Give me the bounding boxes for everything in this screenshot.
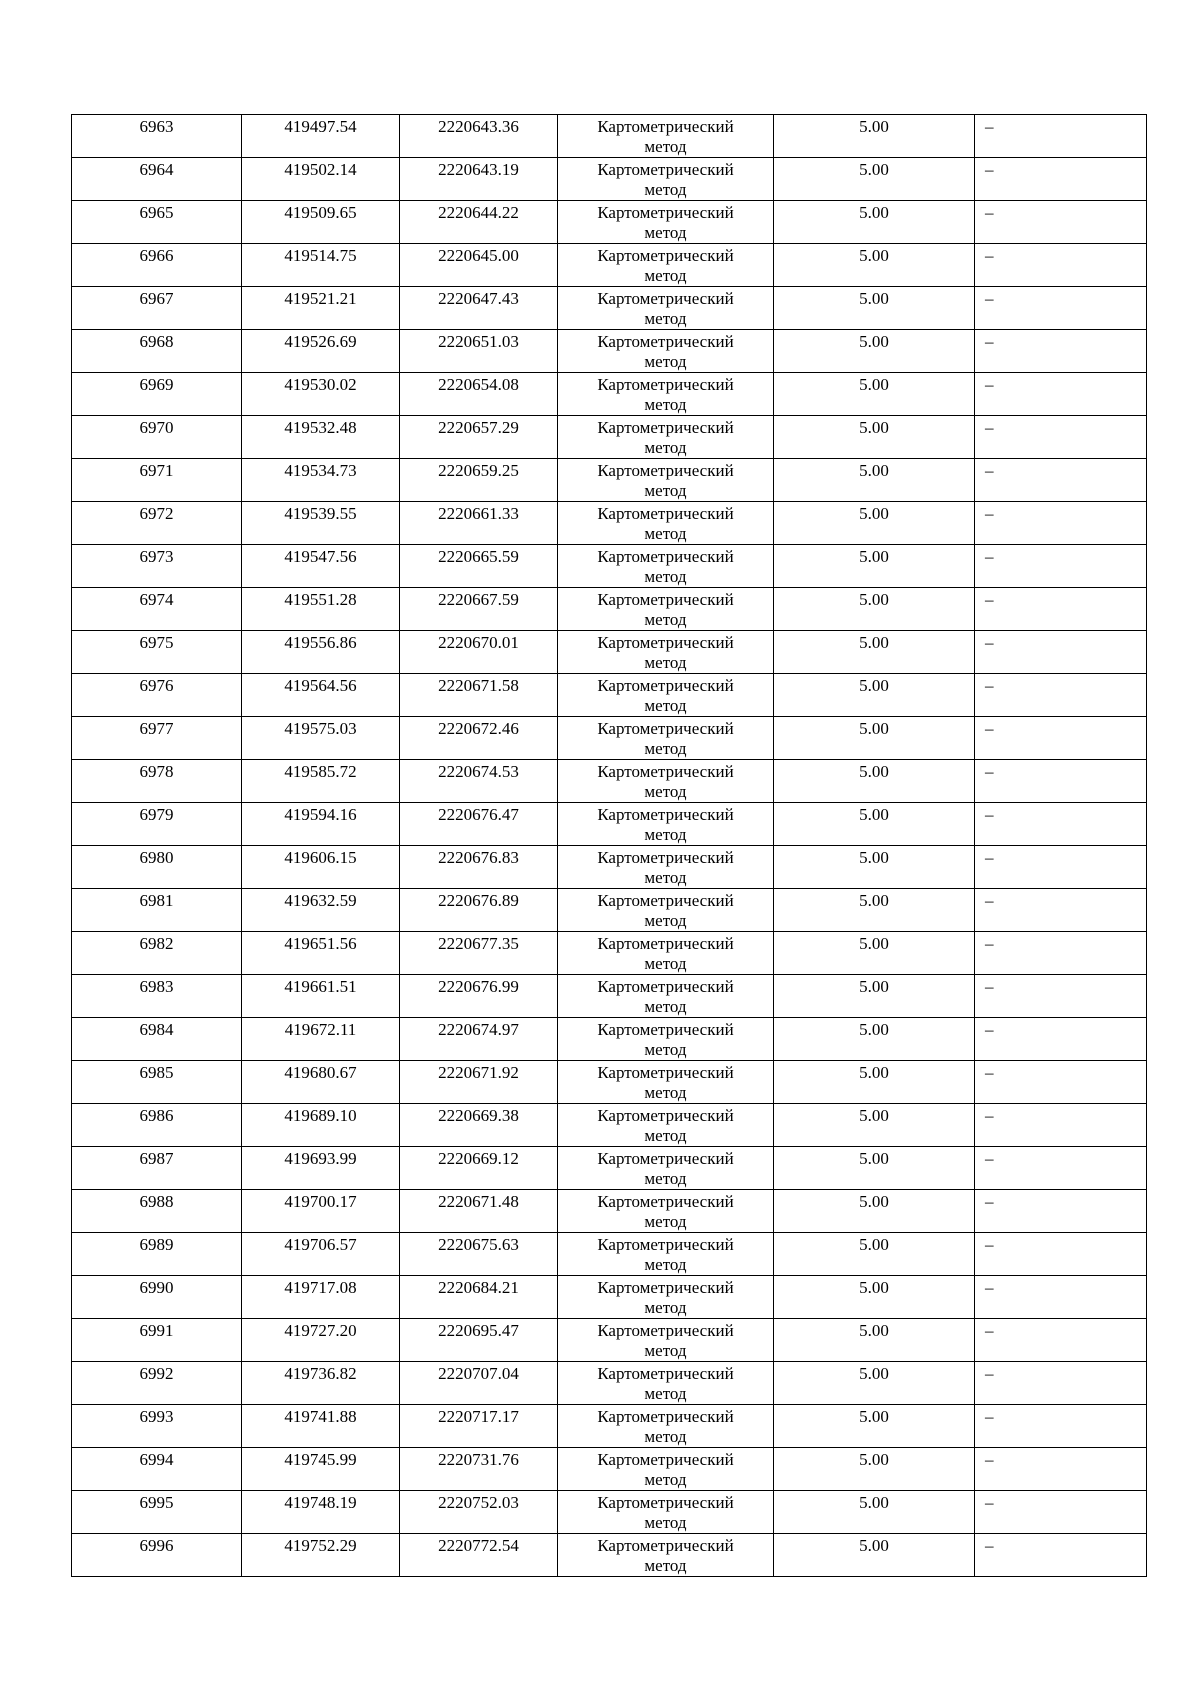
accuracy-cell: 5.00 — [774, 1534, 975, 1577]
point-number-cell: 6992 — [72, 1362, 242, 1405]
point-number-cell: 6970 — [72, 416, 242, 459]
table-row — [72, 1018, 1147, 1061]
accuracy-cell: 5.00 — [774, 545, 975, 588]
method-text: Картометрический метод — [597, 332, 734, 371]
accuracy-cell: 5.00 — [774, 1190, 975, 1233]
point-number-cell: 6985 — [72, 1061, 242, 1104]
y-coordinate-cell: 2220654.08 — [400, 373, 558, 416]
point-number-cell: 6989 — [72, 1233, 242, 1276]
y-coordinate-cell: 2220675.63 — [400, 1233, 558, 1276]
table-row — [72, 631, 1147, 674]
table-row — [72, 545, 1147, 588]
accuracy-cell: 5.00 — [774, 631, 975, 674]
method-cell — [558, 889, 774, 932]
y-coordinate-cell: 2220644.22 — [400, 201, 558, 244]
point-number-cell: 6969 — [72, 373, 242, 416]
method-text: Картометрический метод — [597, 375, 734, 414]
x-coordinate-cell: 419547.56 — [242, 545, 400, 588]
y-coordinate-cell: 2220752.03 — [400, 1491, 558, 1534]
note-cell: – — [975, 1491, 1147, 1534]
method-text: Картометрический метод — [597, 246, 734, 285]
method-text: Картометрический метод — [597, 547, 734, 586]
y-coordinate-cell: 2220674.97 — [400, 1018, 558, 1061]
note-cell: – — [975, 244, 1147, 287]
note-cell: – — [975, 330, 1147, 373]
accuracy-cell: 5.00 — [774, 1104, 975, 1147]
note-cell: – — [975, 416, 1147, 459]
method-text: Картометрический метод — [597, 891, 734, 930]
y-coordinate-cell: 2220684.21 — [400, 1276, 558, 1319]
y-coordinate-cell: 2220657.29 — [400, 416, 558, 459]
table-row — [72, 1405, 1147, 1448]
method-cell — [558, 1448, 774, 1491]
x-coordinate-cell: 419661.51 — [242, 975, 400, 1018]
x-coordinate-cell: 419575.03 — [242, 717, 400, 760]
note-cell: – — [975, 115, 1147, 158]
point-number-cell: 6993 — [72, 1405, 242, 1448]
note-cell: – — [975, 1104, 1147, 1147]
table-row — [72, 717, 1147, 760]
method-text: Картометрический метод — [597, 1364, 734, 1403]
method-text: Картометрический метод — [597, 1192, 734, 1231]
y-coordinate-cell: 2220707.04 — [400, 1362, 558, 1405]
accuracy-cell: 5.00 — [774, 932, 975, 975]
y-coordinate-cell: 2220674.53 — [400, 760, 558, 803]
table-row — [72, 373, 1147, 416]
method-cell — [558, 502, 774, 545]
point-number-cell: 6979 — [72, 803, 242, 846]
method-text: Картометрический метод — [597, 1063, 734, 1102]
method-cell — [558, 373, 774, 416]
table-row — [72, 1534, 1147, 1577]
method-text: Картометрический метод — [597, 719, 734, 758]
y-coordinate-cell: 2220670.01 — [400, 631, 558, 674]
point-number-cell: 6975 — [72, 631, 242, 674]
y-coordinate-cell: 2220672.46 — [400, 717, 558, 760]
note-cell: – — [975, 975, 1147, 1018]
accuracy-cell: 5.00 — [774, 1147, 975, 1190]
method-cell — [558, 158, 774, 201]
accuracy-cell: 5.00 — [774, 287, 975, 330]
note-cell: – — [975, 545, 1147, 588]
method-cell — [558, 1534, 774, 1577]
method-cell — [558, 760, 774, 803]
note-cell: – — [975, 1061, 1147, 1104]
table-row — [72, 889, 1147, 932]
method-text: Картометрический метод — [597, 805, 734, 844]
method-text: Картометрический метод — [597, 590, 734, 629]
table-row — [72, 1104, 1147, 1147]
y-coordinate-cell: 2220669.38 — [400, 1104, 558, 1147]
table-row — [72, 158, 1147, 201]
x-coordinate-cell: 419632.59 — [242, 889, 400, 932]
note-cell: – — [975, 588, 1147, 631]
y-coordinate-cell: 2220669.12 — [400, 1147, 558, 1190]
note-cell: – — [975, 287, 1147, 330]
method-text: Картометрический метод — [597, 504, 734, 543]
y-coordinate-cell: 2220665.59 — [400, 545, 558, 588]
accuracy-cell: 5.00 — [774, 158, 975, 201]
coordinates-table-body — [72, 115, 1147, 1577]
accuracy-cell: 5.00 — [774, 975, 975, 1018]
note-cell: – — [975, 1448, 1147, 1491]
y-coordinate-cell: 2220671.58 — [400, 674, 558, 717]
method-cell — [558, 1190, 774, 1233]
method-cell — [558, 674, 774, 717]
method-text: Картометрический метод — [597, 1321, 734, 1360]
x-coordinate-cell: 419594.16 — [242, 803, 400, 846]
accuracy-cell: 5.00 — [774, 846, 975, 889]
point-number-cell: 6963 — [72, 115, 242, 158]
method-text: Картометрический метод — [597, 977, 734, 1016]
x-coordinate-cell: 419717.08 — [242, 1276, 400, 1319]
point-number-cell: 6984 — [72, 1018, 242, 1061]
method-cell — [558, 1276, 774, 1319]
x-coordinate-cell: 419700.17 — [242, 1190, 400, 1233]
x-coordinate-cell: 419706.57 — [242, 1233, 400, 1276]
point-number-cell: 6980 — [72, 846, 242, 889]
note-cell: – — [975, 1018, 1147, 1061]
note-cell: – — [975, 1362, 1147, 1405]
y-coordinate-cell: 2220772.54 — [400, 1534, 558, 1577]
x-coordinate-cell: 419497.54 — [242, 115, 400, 158]
method-cell — [558, 115, 774, 158]
method-text: Картометрический метод — [597, 1106, 734, 1145]
coordinates-table — [71, 114, 1147, 1577]
method-text: Картометрический метод — [597, 1493, 734, 1532]
method-cell — [558, 932, 774, 975]
table-row — [72, 803, 1147, 846]
method-cell — [558, 244, 774, 287]
note-cell: – — [975, 502, 1147, 545]
table-row — [72, 115, 1147, 158]
point-number-cell: 6974 — [72, 588, 242, 631]
table-row — [72, 1190, 1147, 1233]
method-text: Картометрический метод — [597, 203, 734, 242]
x-coordinate-cell: 419526.69 — [242, 330, 400, 373]
y-coordinate-cell: 2220695.47 — [400, 1319, 558, 1362]
x-coordinate-cell: 419727.20 — [242, 1319, 400, 1362]
y-coordinate-cell: 2220659.25 — [400, 459, 558, 502]
method-cell — [558, 287, 774, 330]
point-number-cell: 6978 — [72, 760, 242, 803]
point-number-cell: 6994 — [72, 1448, 242, 1491]
y-coordinate-cell: 2220676.89 — [400, 889, 558, 932]
accuracy-cell: 5.00 — [774, 416, 975, 459]
x-coordinate-cell: 419745.99 — [242, 1448, 400, 1491]
accuracy-cell: 5.00 — [774, 1276, 975, 1319]
y-coordinate-cell: 2220671.92 — [400, 1061, 558, 1104]
point-number-cell: 6983 — [72, 975, 242, 1018]
table-row — [72, 416, 1147, 459]
point-number-cell: 6967 — [72, 287, 242, 330]
table-row — [72, 674, 1147, 717]
note-cell: – — [975, 717, 1147, 760]
method-text: Картометрический метод — [597, 934, 734, 973]
accuracy-cell: 5.00 — [774, 1018, 975, 1061]
x-coordinate-cell: 419689.10 — [242, 1104, 400, 1147]
x-coordinate-cell: 419672.11 — [242, 1018, 400, 1061]
accuracy-cell: 5.00 — [774, 588, 975, 631]
method-cell — [558, 846, 774, 889]
accuracy-cell: 5.00 — [774, 1448, 975, 1491]
table-row — [72, 1362, 1147, 1405]
method-text: Картометрический метод — [597, 762, 734, 801]
point-number-cell: 6976 — [72, 674, 242, 717]
point-number-cell: 6977 — [72, 717, 242, 760]
note-cell: – — [975, 1405, 1147, 1448]
method-cell — [558, 1018, 774, 1061]
y-coordinate-cell: 2220671.48 — [400, 1190, 558, 1233]
accuracy-cell: 5.00 — [774, 889, 975, 932]
table-row — [72, 846, 1147, 889]
x-coordinate-cell: 419736.82 — [242, 1362, 400, 1405]
x-coordinate-cell: 419693.99 — [242, 1147, 400, 1190]
method-cell — [558, 1147, 774, 1190]
y-coordinate-cell: 2220647.43 — [400, 287, 558, 330]
accuracy-cell: 5.00 — [774, 1405, 975, 1448]
method-text: Картометрический метод — [597, 1536, 734, 1575]
x-coordinate-cell: 419748.19 — [242, 1491, 400, 1534]
table-row — [72, 1061, 1147, 1104]
point-number-cell: 6968 — [72, 330, 242, 373]
note-cell: – — [975, 1276, 1147, 1319]
x-coordinate-cell: 419521.21 — [242, 287, 400, 330]
note-cell: – — [975, 889, 1147, 932]
note-cell: – — [975, 158, 1147, 201]
accuracy-cell: 5.00 — [774, 803, 975, 846]
point-number-cell: 6973 — [72, 545, 242, 588]
point-number-cell: 6966 — [72, 244, 242, 287]
note-cell: – — [975, 373, 1147, 416]
method-text: Картометрический метод — [597, 1020, 734, 1059]
method-cell — [558, 1233, 774, 1276]
accuracy-cell: 5.00 — [774, 502, 975, 545]
point-number-cell: 6972 — [72, 502, 242, 545]
x-coordinate-cell: 419651.56 — [242, 932, 400, 975]
method-cell — [558, 201, 774, 244]
method-text: Картометрический метод — [597, 160, 734, 199]
y-coordinate-cell: 2220717.17 — [400, 1405, 558, 1448]
note-cell: – — [975, 674, 1147, 717]
accuracy-cell: 5.00 — [774, 330, 975, 373]
y-coordinate-cell: 2220731.76 — [400, 1448, 558, 1491]
method-cell — [558, 1061, 774, 1104]
method-text: Картометрический метод — [597, 117, 734, 156]
y-coordinate-cell: 2220661.33 — [400, 502, 558, 545]
note-cell: – — [975, 631, 1147, 674]
method-text: Картометрический метод — [597, 1450, 734, 1489]
y-coordinate-cell: 2220676.99 — [400, 975, 558, 1018]
accuracy-cell: 5.00 — [774, 244, 975, 287]
method-text: Картометрический метод — [597, 1407, 734, 1446]
y-coordinate-cell: 2220667.59 — [400, 588, 558, 631]
x-coordinate-cell: 419514.75 — [242, 244, 400, 287]
point-number-cell: 6965 — [72, 201, 242, 244]
accuracy-cell: 5.00 — [774, 1319, 975, 1362]
table-row — [72, 1233, 1147, 1276]
point-number-cell: 6986 — [72, 1104, 242, 1147]
table-row — [72, 932, 1147, 975]
table-row — [72, 1276, 1147, 1319]
point-number-cell: 6987 — [72, 1147, 242, 1190]
accuracy-cell: 5.00 — [774, 717, 975, 760]
point-number-cell: 6995 — [72, 1491, 242, 1534]
point-number-cell: 6996 — [72, 1534, 242, 1577]
method-text: Картометрический метод — [597, 633, 734, 672]
table-row — [72, 1448, 1147, 1491]
y-coordinate-cell: 2220677.35 — [400, 932, 558, 975]
method-cell — [558, 588, 774, 631]
note-cell: – — [975, 932, 1147, 975]
point-number-cell: 6990 — [72, 1276, 242, 1319]
point-number-cell: 6988 — [72, 1190, 242, 1233]
accuracy-cell: 5.00 — [774, 760, 975, 803]
method-cell — [558, 459, 774, 502]
note-cell: – — [975, 846, 1147, 889]
accuracy-cell: 5.00 — [774, 1362, 975, 1405]
x-coordinate-cell: 419680.67 — [242, 1061, 400, 1104]
table-row — [72, 1491, 1147, 1534]
point-number-cell: 6964 — [72, 158, 242, 201]
x-coordinate-cell: 419502.14 — [242, 158, 400, 201]
method-cell — [558, 631, 774, 674]
x-coordinate-cell: 419585.72 — [242, 760, 400, 803]
y-coordinate-cell: 2220676.47 — [400, 803, 558, 846]
x-coordinate-cell: 419532.48 — [242, 416, 400, 459]
x-coordinate-cell: 419509.65 — [242, 201, 400, 244]
method-cell — [558, 1319, 774, 1362]
method-cell — [558, 416, 774, 459]
x-coordinate-cell: 419534.73 — [242, 459, 400, 502]
point-number-cell: 6981 — [72, 889, 242, 932]
method-cell — [558, 1104, 774, 1147]
x-coordinate-cell: 419551.28 — [242, 588, 400, 631]
method-text: Картометрический метод — [597, 1235, 734, 1274]
method-cell — [558, 1362, 774, 1405]
table-row — [72, 760, 1147, 803]
method-text: Картометрический метод — [597, 418, 734, 457]
method-text: Картометрический метод — [597, 1149, 734, 1188]
accuracy-cell: 5.00 — [774, 1233, 975, 1276]
table-row — [72, 1147, 1147, 1190]
note-cell: – — [975, 1190, 1147, 1233]
point-number-cell: 6982 — [72, 932, 242, 975]
accuracy-cell: 5.00 — [774, 201, 975, 244]
accuracy-cell: 5.00 — [774, 373, 975, 416]
method-text: Картометрический метод — [597, 1278, 734, 1317]
note-cell: – — [975, 1319, 1147, 1362]
table-row — [72, 287, 1147, 330]
x-coordinate-cell: 419741.88 — [242, 1405, 400, 1448]
note-cell: – — [975, 760, 1147, 803]
y-coordinate-cell: 2220645.00 — [400, 244, 558, 287]
method-cell — [558, 545, 774, 588]
note-cell: – — [975, 201, 1147, 244]
method-text: Картометрический метод — [597, 289, 734, 328]
accuracy-cell: 5.00 — [774, 1061, 975, 1104]
table-row — [72, 1319, 1147, 1362]
accuracy-cell: 5.00 — [774, 1491, 975, 1534]
table-row — [72, 201, 1147, 244]
note-cell: – — [975, 459, 1147, 502]
method-cell — [558, 717, 774, 760]
method-cell — [558, 1405, 774, 1448]
x-coordinate-cell: 419556.86 — [242, 631, 400, 674]
table-row — [72, 502, 1147, 545]
point-number-cell: 6991 — [72, 1319, 242, 1362]
x-coordinate-cell: 419530.02 — [242, 373, 400, 416]
method-text: Картометрический метод — [597, 848, 734, 887]
x-coordinate-cell: 419564.56 — [242, 674, 400, 717]
note-cell: – — [975, 1147, 1147, 1190]
method-cell — [558, 975, 774, 1018]
table-row — [72, 244, 1147, 287]
method-cell — [558, 803, 774, 846]
note-cell: – — [975, 803, 1147, 846]
table-row — [72, 330, 1147, 373]
y-coordinate-cell: 2220643.36 — [400, 115, 558, 158]
method-cell — [558, 330, 774, 373]
table-row — [72, 459, 1147, 502]
method-text: Картометрический метод — [597, 676, 734, 715]
y-coordinate-cell: 2220651.03 — [400, 330, 558, 373]
y-coordinate-cell: 2220676.83 — [400, 846, 558, 889]
note-cell: – — [975, 1534, 1147, 1577]
table-row — [72, 975, 1147, 1018]
document-page — [71, 114, 1146, 1577]
point-number-cell: 6971 — [72, 459, 242, 502]
x-coordinate-cell: 419752.29 — [242, 1534, 400, 1577]
table-row — [72, 588, 1147, 631]
accuracy-cell: 5.00 — [774, 674, 975, 717]
method-cell — [558, 1491, 774, 1534]
x-coordinate-cell: 419539.55 — [242, 502, 400, 545]
x-coordinate-cell: 419606.15 — [242, 846, 400, 889]
accuracy-cell: 5.00 — [774, 459, 975, 502]
accuracy-cell: 5.00 — [774, 115, 975, 158]
note-cell: – — [975, 1233, 1147, 1276]
y-coordinate-cell: 2220643.19 — [400, 158, 558, 201]
method-text: Картометрический метод — [597, 461, 734, 500]
